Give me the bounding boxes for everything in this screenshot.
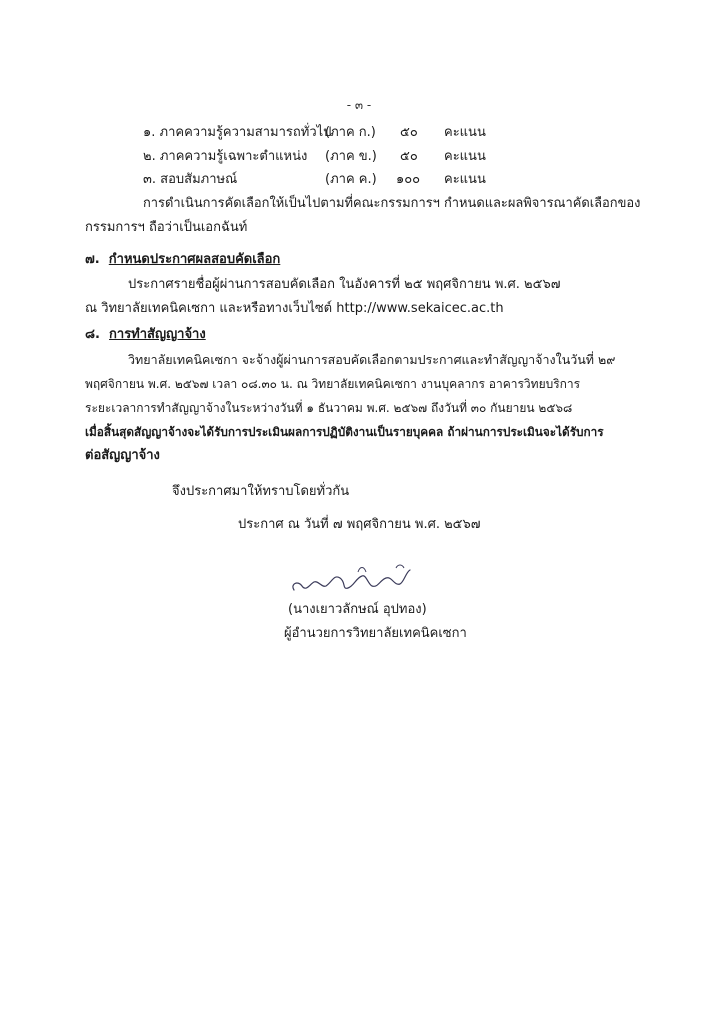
criteria-unit: คะแนน xyxy=(444,172,486,187)
section-8-text: ระยะเวลาการทำสัญญาจ้างในระหว่างวันที่ ๑ ธันวาคม พ.ศ. ๒๕๖๗ ถึงวันที่ ๓๐ กันยายน ๒๕๖๘ xyxy=(85,401,573,415)
signature-mark xyxy=(288,562,418,602)
section-number: ๗. xyxy=(85,252,100,267)
section-8-text: พฤศจิกายน พ.ศ. ๒๕๖๗ เวลา ๐๘.๓๐ น. ณ วิทยาลัยเทคนิคเซกา งานบุคลากร อาคารวิทยบริการ xyxy=(85,377,581,391)
section-7-heading xyxy=(85,251,280,269)
criteria-section: (ภาค ก.) xyxy=(325,125,376,140)
announce-date: ประกาศ ณ วันที่ ๗ พฤศจิกายน พ.ศ. ๒๕๖๗ xyxy=(238,517,481,532)
decision-text-line: การดำเนินการคัดเลือกให้เป็นไปตามที่คณะกรรมการฯ กำหนดและผลพิจารณาคัดเลือกของ xyxy=(143,196,641,211)
section-8-text: วิทยาลัยเทคนิคเซกา จะจ้างผู้ผ่านการสอบคัดเลือกตามประกาศและทำสัญญาจ้างในวันที่ ๒๙ xyxy=(128,352,616,367)
decision-text-line: กรรมการฯ ถือว่าเป็นเอกฉันท์ xyxy=(85,220,248,235)
criteria-name: ๒. ภาคความรู้เฉพาะตำแหน่ง xyxy=(143,149,308,164)
criteria-score: ๕๐ xyxy=(400,125,418,140)
section-8-heading xyxy=(85,326,206,344)
criteria-section: (ภาค ค.) xyxy=(325,172,377,187)
section-title: กำหนดประกาศผลสอบคัดเลือก xyxy=(108,252,281,267)
criteria-unit: คะแนน xyxy=(444,149,486,164)
signatory-name: (นางเยาวลักษณ์ อุปทอง) xyxy=(288,602,427,617)
section-title: การทำสัญญาจ้าง xyxy=(109,327,206,342)
closing-text: จึงประกาศมาให้ทราบโดยทั่วกัน xyxy=(172,484,350,499)
section-8-bold-text: เมื่อสิ้นสุดสัญญาจ้างจะได้รับการประเมินผลการปฏิบัติงานเป็นรายบุคคล ถ้าผ่านการประเมินจะได้รับการ xyxy=(85,425,604,439)
signatory-position: ผู้อำนวยการวิทยาลัยเทคนิคเซกา xyxy=(284,626,467,641)
criteria-unit: คะแนน xyxy=(444,125,486,140)
criteria-score: ๑๐๐ xyxy=(396,172,421,187)
section-number: ๘. xyxy=(85,327,100,342)
criteria-section: (ภาค ข.) xyxy=(325,149,377,164)
criteria-score: ๕๐ xyxy=(400,149,418,164)
section-8-bold-text: ต่อสัญญาจ้าง xyxy=(85,448,160,463)
criteria-name: ๑. ภาคความรู้ความสามารถทั่วไป xyxy=(143,125,332,140)
section-7-text: ณ วิทยาลัยเทคนิคเซกา และหรือทางเว็บไซต์ http://www.sekaicec.ac.th xyxy=(85,301,504,316)
criteria-name: ๓. สอบสัมภาษณ์ xyxy=(143,172,238,187)
page-number: - ๓ - xyxy=(346,98,372,112)
section-7-text: ประกาศรายชื่อผู้ผ่านการสอบคัดเลือก ในอังคารที่ ๒๕ พฤศจิกายน พ.ศ. ๒๕๖๗ xyxy=(128,277,561,292)
